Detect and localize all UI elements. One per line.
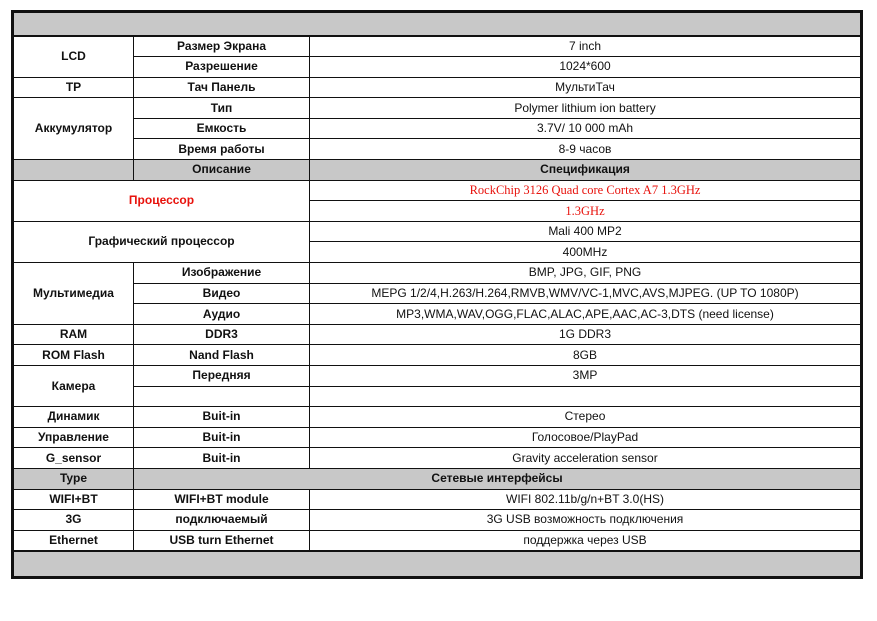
table-row xyxy=(13,345,862,366)
camera-front-label: Передняя xyxy=(134,366,310,387)
control-label: Управление xyxy=(13,427,134,448)
battery-type-value: Polymer lithium ion battery xyxy=(310,98,862,119)
control-param: Buit-in xyxy=(134,427,310,448)
image-value: BMP, JPG, GIF, PNG xyxy=(310,263,862,284)
control-value: Голосовое/PlayPad xyxy=(310,427,862,448)
description-header: Описание xyxy=(134,160,310,181)
table-row xyxy=(13,304,862,325)
speaker-value: Стерео xyxy=(310,407,862,428)
tp-param: Тач Панель xyxy=(134,77,310,98)
table-row xyxy=(13,77,862,98)
resolution-value: 1024*600 xyxy=(310,57,862,78)
video-label: Видео xyxy=(134,283,310,304)
resolution-label: Разрешение xyxy=(134,57,310,78)
ethernet-label: Ethernet xyxy=(13,530,134,551)
table-row xyxy=(13,36,862,57)
speaker-label: Динамик xyxy=(13,407,134,428)
bottom-footer-bar xyxy=(13,551,862,578)
3g-value: 3G USB возможность подключения xyxy=(310,510,862,531)
table-row xyxy=(13,263,862,284)
camera-front-value: 3MP xyxy=(310,366,862,387)
lcd-label: LCD xyxy=(13,36,134,77)
screen-size-label: Размер Экрана xyxy=(134,36,310,57)
gsensor-param: Buit-in xyxy=(134,448,310,469)
specification-header: Спецификация xyxy=(310,160,862,181)
audio-label: Аудио xyxy=(134,304,310,325)
table-row xyxy=(13,57,862,78)
cpu-label: Процессор xyxy=(13,180,310,221)
table-row xyxy=(13,98,862,119)
spec-table xyxy=(11,10,863,579)
table-row xyxy=(13,530,862,551)
battery-worktime-label: Время работы xyxy=(134,139,310,160)
gpu-frequency: 400MHz xyxy=(310,242,862,263)
tp-label: TP xyxy=(13,77,134,98)
camera-empty-param xyxy=(134,386,310,407)
battery-capacity-label: Емкость xyxy=(134,118,310,139)
ram-param: DDR3 xyxy=(134,324,310,345)
image-label: Изображение xyxy=(134,263,310,284)
section-empty-cell xyxy=(13,160,134,181)
table-row xyxy=(13,427,862,448)
spec-sheet xyxy=(11,10,860,579)
3g-label: 3G xyxy=(13,510,134,531)
ram-value: 1G DDR3 xyxy=(310,324,862,345)
table-row xyxy=(13,180,862,201)
gpu-value: Mali 400 MP2 xyxy=(310,221,862,242)
camera-label: Камера xyxy=(13,366,134,407)
gpu-label: Графический процессор xyxy=(13,221,310,262)
table-row xyxy=(13,386,862,407)
table-row xyxy=(13,283,862,304)
wifi-value: WIFI 802.11b/g/n+BT 3.0(HS) xyxy=(310,489,862,510)
table-row xyxy=(13,448,862,469)
table-row xyxy=(13,510,862,531)
section-header-row xyxy=(13,468,862,489)
network-interfaces-header: Сетевые интерфейсы xyxy=(134,468,862,489)
camera-empty-value xyxy=(310,386,862,407)
tp-value: МультиТач xyxy=(310,77,862,98)
ram-label: RAM xyxy=(13,324,134,345)
table-row xyxy=(13,324,862,345)
gsensor-label: G_sensor xyxy=(13,448,134,469)
table-row xyxy=(13,221,862,242)
table-row xyxy=(13,407,862,428)
ethernet-value: поддержка через USB xyxy=(310,530,862,551)
wifi-label: WIFI+BT xyxy=(13,489,134,510)
rom-label: ROM Flash xyxy=(13,345,134,366)
type-header: Type xyxy=(13,468,134,489)
screen-size-value: 7 inch xyxy=(310,36,862,57)
gsensor-value: Gravity acceleration sensor xyxy=(310,448,862,469)
3g-param: подключаемый xyxy=(134,510,310,531)
rom-param: Nand Flash xyxy=(134,345,310,366)
table-row xyxy=(13,118,862,139)
table-row xyxy=(13,489,862,510)
speaker-param: Buit-in xyxy=(134,407,310,428)
cpu-value: RockChip 3126 Quad core Cortex A7 1.3GHz xyxy=(310,180,862,201)
video-value: MEPG 1/2/4,H.263/H.264,RMVB,WMV/VC-1,MVC,AVS,MJPEG. (UP TO 1080P) xyxy=(310,283,862,304)
battery-label: Аккумулятор xyxy=(13,98,134,160)
audio-value: MP3,WMA,WAV,OGG,FLAC,ALAC,APE,AAC,AC-3,DTS (need license) xyxy=(310,304,862,325)
wifi-param: WIFI+BT module xyxy=(134,489,310,510)
battery-capacity-value: 3.7V/ 10 000 mAh xyxy=(310,118,862,139)
table-row xyxy=(13,139,862,160)
rom-value: 8GB xyxy=(310,345,862,366)
table-row xyxy=(13,366,862,387)
cpu-frequency: 1.3GHz xyxy=(310,201,862,222)
top-header-bar xyxy=(13,12,862,37)
multimedia-label: Мультимедиа xyxy=(13,263,134,325)
section-header-row xyxy=(13,160,862,181)
battery-worktime-value: 8-9 часов xyxy=(310,139,862,160)
battery-type-label: Тип xyxy=(134,98,310,119)
ethernet-param: USB turn Ethernet xyxy=(134,530,310,551)
